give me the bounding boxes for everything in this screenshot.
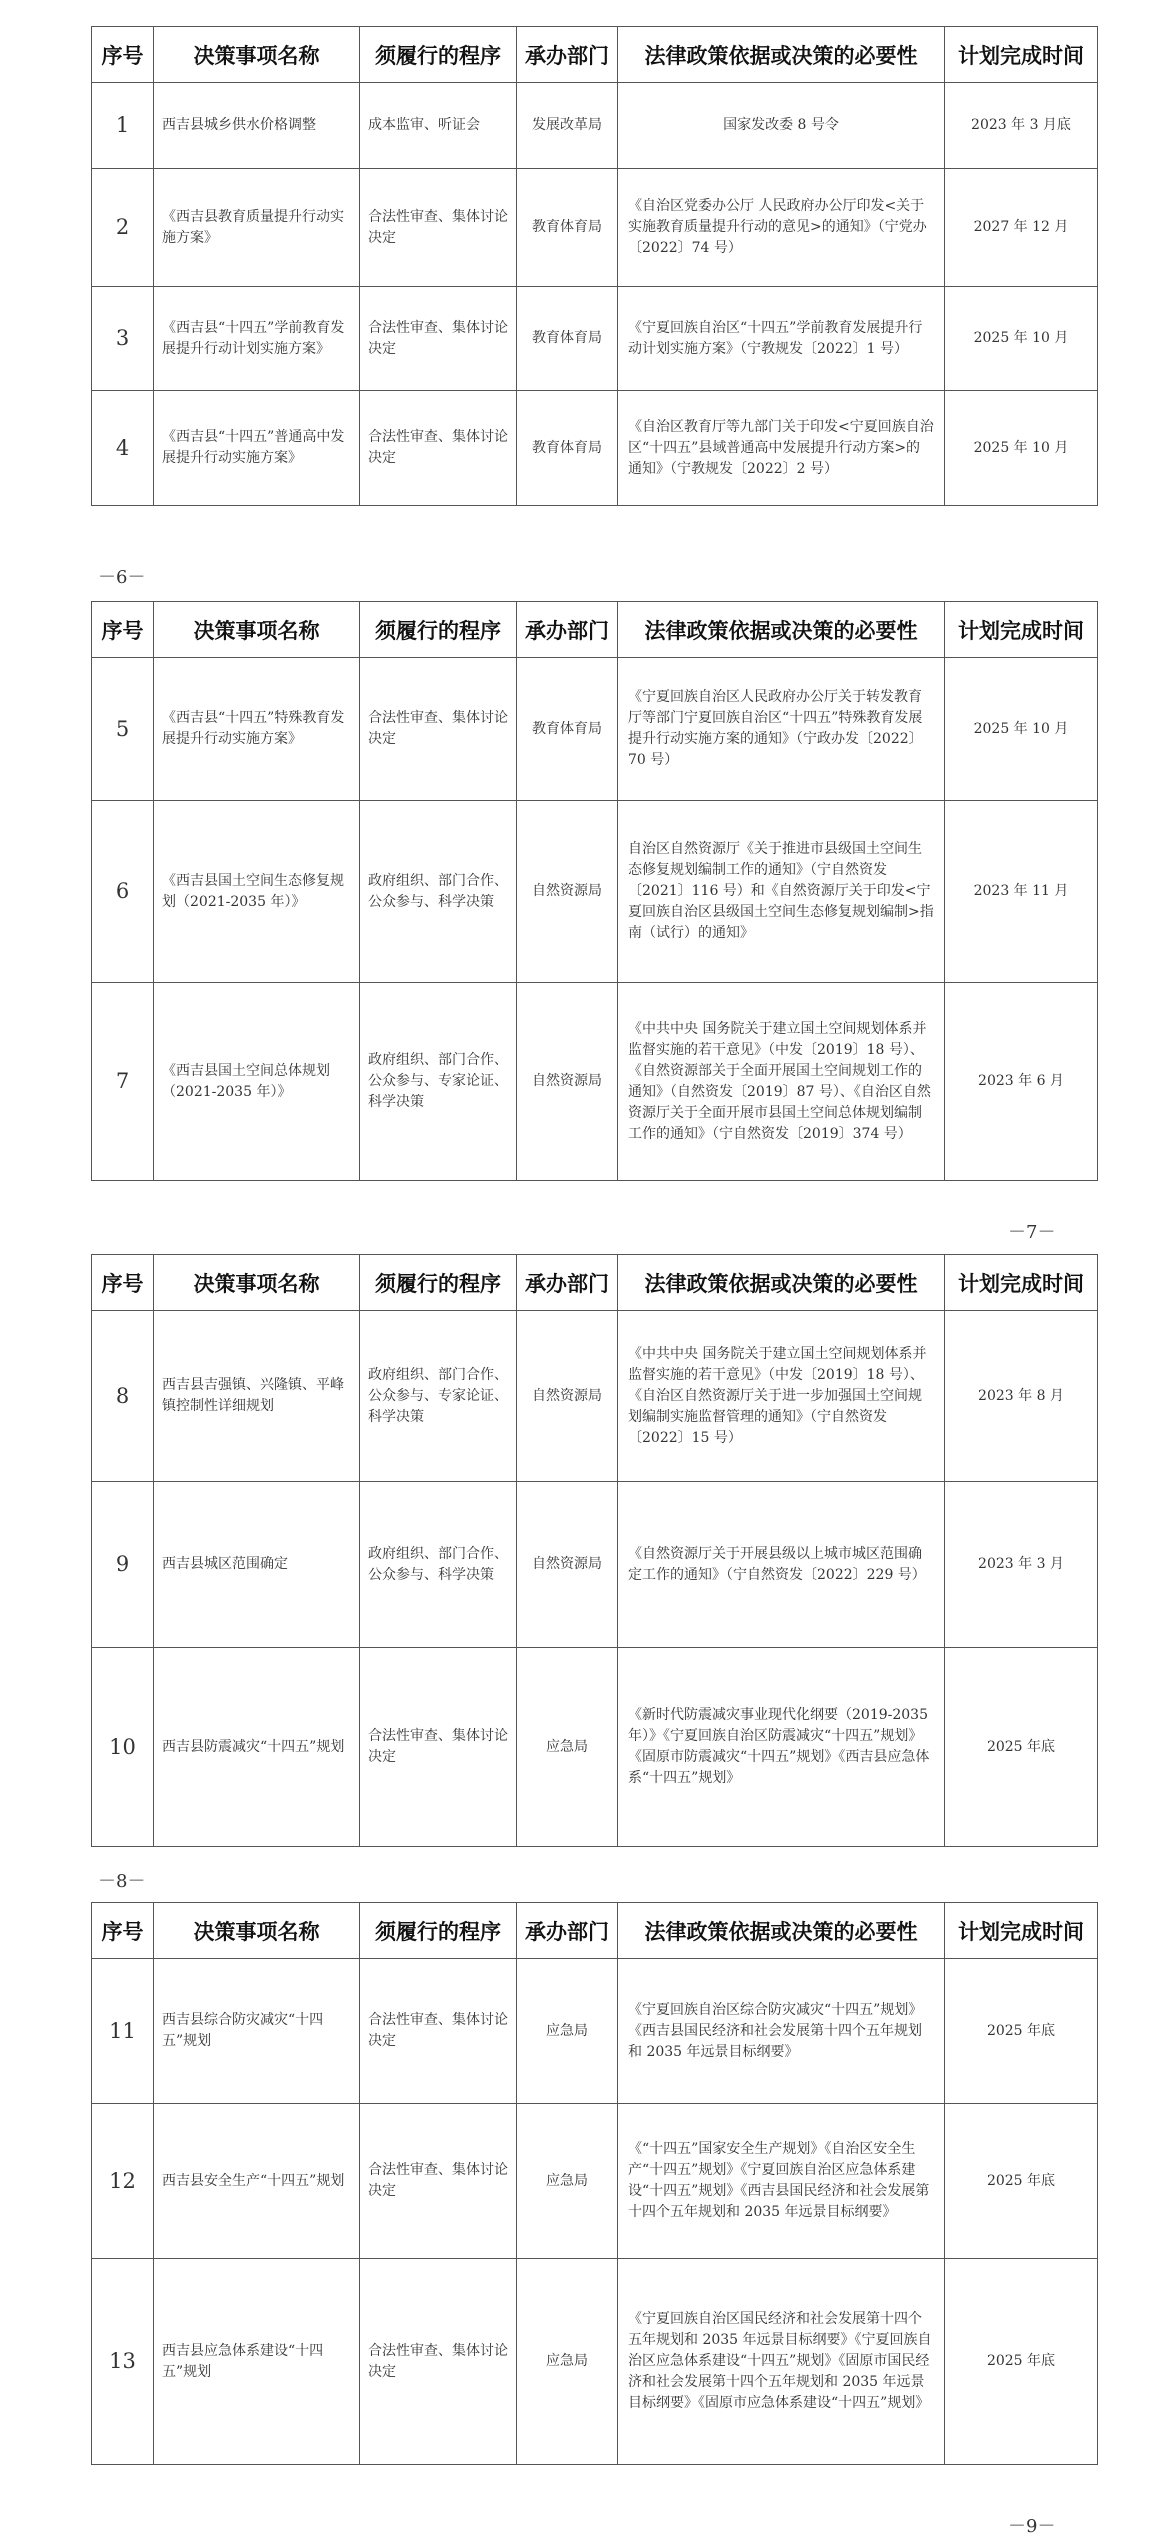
row-time: 2025 年底 (945, 1648, 1098, 1847)
row-time: 2025 年 10 月 (945, 287, 1098, 391)
header-basis: 法律政策依据或决策的必要性 (618, 1903, 945, 1959)
table-row (92, 169, 1098, 287)
page-number: －7－ (1008, 1222, 1056, 1243)
row-dept: 教育体育局 (517, 169, 618, 287)
row-dept: 教育体育局 (517, 287, 618, 391)
row-time: 2025 年 10 月 (945, 391, 1098, 506)
row-time: 2023 年 3 月底 (945, 83, 1098, 169)
header-basis: 法律政策依据或决策的必要性 (618, 27, 945, 83)
header-dept: 承办部门 (517, 1903, 618, 1959)
row-basis: 《新时代防震减灾事业现代化纲要（2019-2035 年）》《宁夏回族自治区防震减灾“十四五”规划》《固原市防震减灾“十四五”规划》《西吉县应急体系“十四五”规划》 (618, 1648, 945, 1847)
decision-table-page-8 (91, 1254, 1098, 1847)
table-row (92, 1482, 1098, 1648)
row-name: 《西吉县“十四五”特殊教育发展提升行动实施方案》 (154, 658, 360, 801)
row-procedure: 合法性审查、集体讨论决定 (360, 1648, 517, 1847)
row-time: 2023 年 3 月 (945, 1482, 1098, 1648)
row-no: 9 (92, 1482, 154, 1648)
header-no: 序号 (92, 1903, 154, 1959)
row-dept: 自然资源局 (517, 1311, 618, 1482)
row-time: 2023 年 8 月 (945, 1311, 1098, 1482)
row-procedure: 合法性审查、集体讨论决定 (360, 287, 517, 391)
table-row (92, 983, 1098, 1181)
decision-table-page-7 (91, 601, 1098, 1181)
table-row (92, 801, 1098, 983)
row-time: 2025 年底 (945, 2104, 1098, 2259)
header-procedure: 须履行的程序 (360, 1255, 517, 1311)
row-dept: 应急局 (517, 1648, 618, 1847)
header-no: 序号 (92, 602, 154, 658)
page-number: －6－ (98, 567, 146, 588)
table-header-row (92, 1255, 1098, 1311)
row-procedure: 合法性审查、集体讨论决定 (360, 391, 517, 506)
row-no: 4 (92, 391, 154, 506)
row-no: 3 (92, 287, 154, 391)
header-time: 计划完成时间 (945, 1903, 1098, 1959)
row-basis: 《自治区党委办公厅 人民政府办公厅印发<关于实施教育质量提升行动的意见>的通知》（宁党办〔2022〕74 号） (618, 169, 945, 287)
row-name: 西吉县综合防灾减灾“十四五”规划 (154, 1959, 360, 2104)
row-time: 2023 年 6 月 (945, 983, 1098, 1181)
row-no: 1 (92, 83, 154, 169)
table-row (92, 83, 1098, 169)
row-time: 2025 年 10 月 (945, 658, 1098, 801)
header-dept: 承办部门 (517, 27, 618, 83)
row-no: 10 (92, 1648, 154, 1847)
table-row (92, 287, 1098, 391)
row-dept: 教育体育局 (517, 658, 618, 801)
table-row (92, 1311, 1098, 1482)
row-basis: 《宁夏回族自治区“十四五”学前教育发展提升行动计划实施方案》（宁教规发〔2022〕1 号） (618, 287, 945, 391)
row-no: 7 (92, 983, 154, 1181)
header-basis: 法律政策依据或决策的必要性 (618, 602, 945, 658)
decision-table-page-9 (91, 1902, 1098, 2465)
page-number: －8－ (98, 1871, 146, 1892)
header-basis: 法律政策依据或决策的必要性 (618, 1255, 945, 1311)
row-basis: 《中共中央 国务院关于建立国土空间规划体系并监督实施的若干意见》（中发〔2019〕18 号）、《自治区自然资源厅关于进一步加强国土空间规划编制实施监督管理的通知》（宁自然资发〔2022〕15 号） (618, 1311, 945, 1482)
header-no: 序号 (92, 1255, 154, 1311)
row-name: 西吉县安全生产“十四五”规划 (154, 2104, 360, 2259)
row-time: 2025 年底 (945, 1959, 1098, 2104)
row-no: 13 (92, 2259, 154, 2465)
row-name: 《西吉县“十四五”学前教育发展提升行动计划实施方案》 (154, 287, 360, 391)
header-procedure: 须履行的程序 (360, 1903, 517, 1959)
row-basis: 《“十四五”国家安全生产规划》《自治区安全生产“十四五”规划》《宁夏回族自治区应急体系建设“十四五”规划》《西吉县国民经济和社会发展第十四个五年规划和 2035 年远景目标纲要》 (618, 2104, 945, 2259)
row-procedure: 成本监审、听证会 (360, 83, 517, 169)
header-name: 决策事项名称 (154, 1255, 360, 1311)
row-name: 西吉县应急体系建设“十四五”规划 (154, 2259, 360, 2465)
row-dept: 自然资源局 (517, 983, 618, 1181)
row-basis: 《自然资源厅关于开展县级以上城市城区范围确定工作的通知》（宁自然资发〔2022〕229 号） (618, 1482, 945, 1648)
header-name: 决策事项名称 (154, 1903, 360, 1959)
row-basis: 《中共中央 国务院关于建立国土空间规划体系并监督实施的若干意见》（中发〔2019〕18 号）、《自然资源部关于全面开展国土空间规划工作的通知》（自然资发〔2019〕87 号）、《自治区自然资源厅关于全面开展市县国土空间总体规划编制工作的通知》（宁自然资发〔2019〕374 号） (618, 983, 945, 1181)
row-procedure: 政府组织、部门合作、公众参与、科学决策 (360, 801, 517, 983)
row-procedure: 合法性审查、集体讨论决定 (360, 658, 517, 801)
row-no: 12 (92, 2104, 154, 2259)
decision-table-page-6 (91, 26, 1098, 506)
row-name: 《西吉县国土空间总体规划（2021-2035 年）》 (154, 983, 360, 1181)
row-basis: 《自治区教育厅等九部门关于印发<宁夏回族自治区“十四五”县域普通高中发展提升行动方案>的通知》（宁教规发〔2022〕2 号） (618, 391, 945, 506)
table-row (92, 391, 1098, 506)
table-row (92, 1648, 1098, 1847)
row-time: 2023 年 11 月 (945, 801, 1098, 983)
row-dept: 应急局 (517, 2104, 618, 2259)
row-time: 2025 年底 (945, 2259, 1098, 2465)
row-name: 西吉县防震减灾“十四五”规划 (154, 1648, 360, 1847)
table-row (92, 2104, 1098, 2259)
row-name: 《西吉县国土空间生态修复规划（2021-2035 年）》 (154, 801, 360, 983)
table-row (92, 1959, 1098, 2104)
row-dept: 发展改革局 (517, 83, 618, 169)
header-time: 计划完成时间 (945, 602, 1098, 658)
row-name: 《西吉县教育质量提升行动实施方案》 (154, 169, 360, 287)
row-name: 西吉县城乡供水价格调整 (154, 83, 360, 169)
page-number: －9－ (1008, 2516, 1056, 2537)
header-no: 序号 (92, 27, 154, 83)
header-procedure: 须履行的程序 (360, 602, 517, 658)
row-dept: 应急局 (517, 1959, 618, 2104)
row-procedure: 合法性审查、集体讨论决定 (360, 2104, 517, 2259)
row-time: 2027 年 12 月 (945, 169, 1098, 287)
table-header-row (92, 602, 1098, 658)
row-basis: 《宁夏回族自治区国民经济和社会发展第十四个五年规划和 2035 年远景目标纲要》《宁夏回族自治区应急体系建设“十四五”规划》《固原市国民经济和社会发展第十四个五年规划和 2035 年远景目标纲要》《固原市应急体系建设“十四五”规划》 (618, 2259, 945, 2465)
row-no: 2 (92, 169, 154, 287)
table-header-row (92, 27, 1098, 83)
header-dept: 承办部门 (517, 602, 618, 658)
row-dept: 应急局 (517, 2259, 618, 2465)
table-row (92, 658, 1098, 801)
table-header-row (92, 1903, 1098, 1959)
row-basis: 《宁夏回族自治区综合防灾减灾“十四五”规划》《西吉县国民经济和社会发展第十四个五年规划和 2035 年远景目标纲要》 (618, 1959, 945, 2104)
header-time: 计划完成时间 (945, 1255, 1098, 1311)
row-no: 6 (92, 801, 154, 983)
row-no: 8 (92, 1311, 154, 1482)
row-basis: 《宁夏回族自治区人民政府办公厅关于转发教育厅等部门宁夏回族自治区“十四五”特殊教育发展提升行动实施方案的通知》（宁政办发〔2022〕70 号） (618, 658, 945, 801)
header-dept: 承办部门 (517, 1255, 618, 1311)
row-no: 5 (92, 658, 154, 801)
row-procedure: 政府组织、部门合作、公众参与、专家论证、科学决策 (360, 983, 517, 1181)
row-dept: 教育体育局 (517, 391, 618, 506)
header-name: 决策事项名称 (154, 27, 360, 83)
row-dept: 自然资源局 (517, 1482, 618, 1648)
row-procedure: 政府组织、部门合作、公众参与、科学决策 (360, 1482, 517, 1648)
row-name: 《西吉县“十四五”普通高中发展提升行动实施方案》 (154, 391, 360, 506)
header-procedure: 须履行的程序 (360, 27, 517, 83)
row-basis: 自治区自然资源厅《关于推进市县级国土空间生态修复规划编制工作的通知》（宁自然资发〔2021〕116 号）和《自然资源厅关于印发<宁夏回族自治区县级国土空间生态修复规划编制>指南（试行）的通知》 (618, 801, 945, 983)
header-name: 决策事项名称 (154, 602, 360, 658)
row-dept: 自然资源局 (517, 801, 618, 983)
row-procedure: 合法性审查、集体讨论决定 (360, 2259, 517, 2465)
row-basis: 国家发改委 8 号令 (618, 83, 945, 169)
row-procedure: 合法性审查、集体讨论决定 (360, 169, 517, 287)
row-procedure: 政府组织、部门合作、公众参与、专家论证、科学决策 (360, 1311, 517, 1482)
header-time: 计划完成时间 (945, 27, 1098, 83)
row-no: 11 (92, 1959, 154, 2104)
row-name: 西吉县吉强镇、兴隆镇、平峰镇控制性详细规划 (154, 1311, 360, 1482)
row-procedure: 合法性审查、集体讨论决定 (360, 1959, 517, 2104)
table-row (92, 2259, 1098, 2465)
row-name: 西吉县城区范围确定 (154, 1482, 360, 1648)
